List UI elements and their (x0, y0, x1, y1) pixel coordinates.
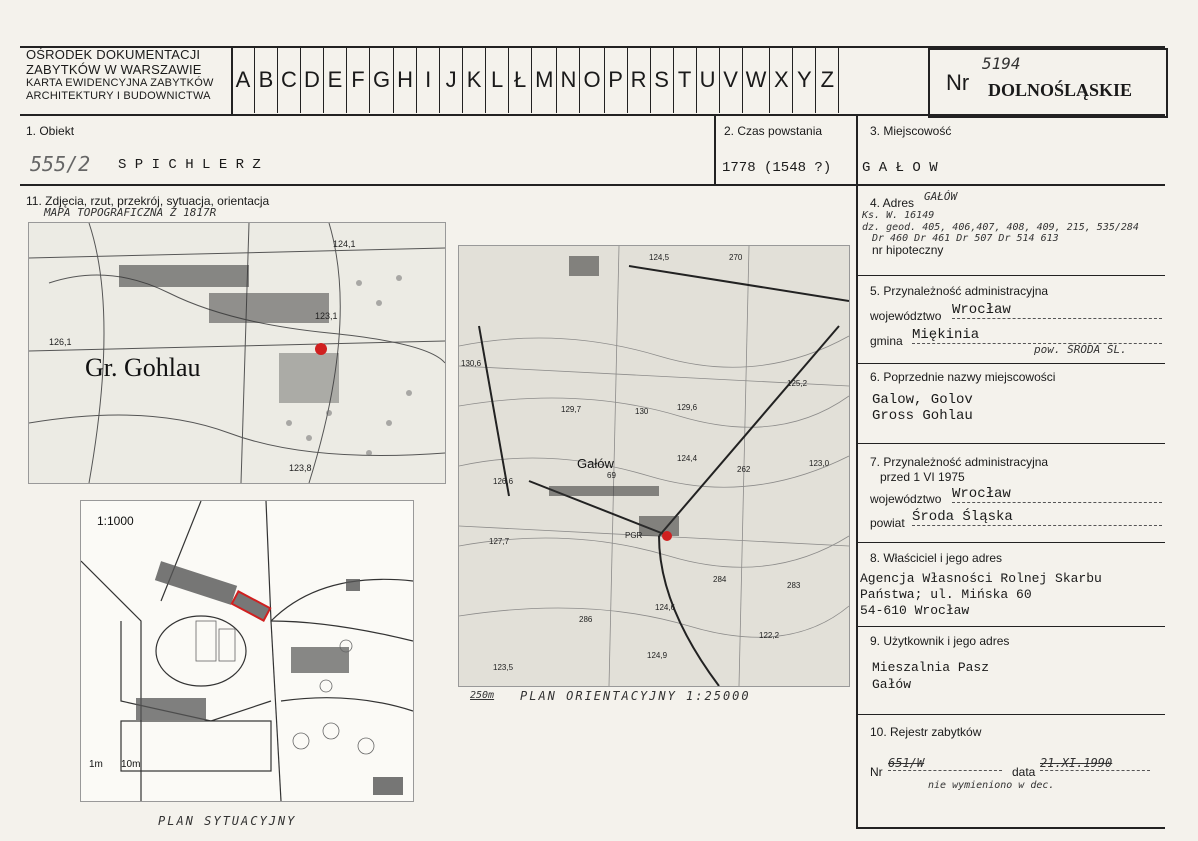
sec10-border (856, 714, 1165, 715)
czas-left-border (714, 114, 716, 185)
adres-hipoteczny-label: nr hipoteczny (872, 243, 944, 257)
orient-label-14: 124,6 (655, 603, 676, 612)
orient-label-5: 130 (635, 407, 649, 416)
orient-label-9: 126,6 (493, 477, 514, 486)
letter-13: M (532, 47, 557, 113)
rejestr-note: nie wymieniono w dec. (928, 780, 1055, 791)
czas-label: 2. Czas powstania (724, 124, 823, 138)
przed1975-woj-value: Wrocław (952, 486, 1162, 503)
topographic-map (28, 222, 446, 484)
institution-line2: ZABYTKÓW W WARSZAWIE (26, 62, 202, 77)
orient-label-19: 124,9 (647, 651, 668, 660)
orient-label-15: 286 (579, 615, 593, 624)
przynaleznosc-gmina-value: Miękinia (912, 327, 1162, 344)
rejestr-data-value: 21.XI.1990 (1040, 756, 1150, 771)
orient-label-17: 122,2 (759, 631, 780, 640)
topo-place-name: Gr. Gohlau (85, 353, 201, 382)
orient-label-4: 129,7 (561, 405, 582, 414)
nr-label: Nr (946, 70, 970, 95)
adres-line1: GAŁÓW (924, 190, 958, 203)
situ-scale-mark-2: 10m (121, 759, 141, 770)
sec9-border (856, 626, 1165, 627)
przed1975-label1: 7. Przynależność administracyjna (870, 455, 1049, 469)
orient-label-11: 127,7 (489, 537, 510, 546)
poprzednie-line2: Gross Gohlau (872, 408, 973, 424)
orient-label-8: 262 (737, 465, 751, 474)
poprzednie-line1: Galow, Golov (872, 392, 973, 408)
situ-caption: PLAN SYTUACYJNY (158, 814, 297, 828)
letter-0: A (232, 47, 255, 113)
obiekt-label: 1. Obiekt (26, 124, 75, 138)
letter-2: C (278, 47, 301, 113)
letter-14: N (557, 47, 580, 113)
orientation-map (458, 245, 850, 687)
topo-label-3: 123,1 (315, 311, 338, 321)
wlasciciel-label: 8. Właściciel i jego adres (870, 551, 1003, 565)
sec6-border (856, 363, 1165, 364)
letter-1: B (255, 47, 278, 113)
przed1975-woj-label: województwo (870, 492, 942, 506)
letter-12: Ł (509, 47, 532, 113)
orient-place-name: Gałów (577, 456, 614, 471)
letter-18: S (651, 47, 674, 113)
nr-number: 5194 (982, 54, 1021, 73)
wlasciciel-line1: Agencja Własności Rolnej Skarbu (860, 571, 1102, 586)
poprzednie-label: 6. Poprzednie nazwy miejscowości (870, 370, 1056, 384)
letter-20: U (697, 47, 720, 113)
letter-15: O (580, 47, 604, 113)
nr-region: DOLNOŚLĄSKIE (988, 80, 1133, 100)
letter-11: L (486, 47, 509, 113)
orient-label-12: PGR (625, 531, 643, 540)
institution-line4: ARCHITEKTURY I BUDOWNICTWA (26, 90, 211, 102)
adres-line2: Ks. W. 16149 (862, 210, 935, 221)
uzytkownik-label: 9. Użytkownik i jego adres (870, 634, 1010, 648)
rejestr-nr-value: 651/W (888, 756, 1002, 771)
situ-scale: 1:1000 (97, 514, 134, 528)
wlasciciel-line2: Państwa; ul. Mińska 60 (860, 587, 1032, 602)
letter-9: J (440, 47, 463, 113)
orient-caption: PLAN ORIENTACYJNY 1:25000 (520, 689, 751, 703)
miejscowosc-value: G A Ł O W (862, 160, 938, 176)
zdjecia-label: 11. Zdjęcia, rzut, przekrój, sytuacja, orientacja (26, 194, 270, 208)
orient-label-16: 283 (787, 581, 801, 590)
orient-label-6: 129,6 (677, 403, 698, 412)
adres-label: 4. Adres (870, 196, 915, 210)
letter-4: E (324, 47, 347, 113)
orient-label-20: 123,0 (809, 459, 830, 468)
uzytkownik-line2: Gałów (872, 677, 912, 692)
orient-label-3: 125,2 (787, 379, 808, 388)
letter-22: W (743, 47, 771, 113)
rejestr-label: 10. Rejestr zabytków (870, 725, 982, 739)
letter-3: D (301, 47, 324, 113)
obiekt-code: 555/2 (30, 152, 91, 176)
row1-bottom-border (20, 184, 1165, 186)
uzytkownik-line1: Mieszalnia Pasz (872, 660, 990, 675)
situ-scale-mark-1: 1m (89, 759, 103, 770)
topo-label-4: 123,8 (289, 463, 312, 473)
letter-7: H (394, 47, 417, 113)
letter-16: P (605, 47, 628, 113)
przynaleznosc-pow-note: pow. ŚRODA ŚL. (1034, 343, 1127, 356)
przynaleznosc-woj-label: województwo (870, 309, 942, 323)
przynaleznosc-label: 5. Przynależność administracyjna (870, 284, 1049, 298)
orient-label-1: 270 (729, 253, 743, 262)
letter-5: F (347, 47, 370, 113)
letter-24: Y (793, 47, 816, 113)
institution-line3: KARTA EWIDENCYJNA ZABYTKÓW (26, 77, 214, 89)
rejestr-nr-label: Nr (870, 765, 883, 779)
letter-17: R (628, 47, 651, 113)
letter-19: T (674, 47, 697, 113)
czas-value: 1778 (1548 ?) (722, 160, 832, 176)
letter-21: V (720, 47, 743, 113)
zdjecia-note: MAPA TOPOGRAFICZNA Z 1817R (44, 206, 217, 219)
adres-line4: Dr 460 Dr 461 Dr 507 Dr 514 613 (872, 233, 1059, 244)
przed1975-pow-value: Środa Śląska (912, 509, 1162, 526)
orient-label-7: 124,4 (677, 454, 698, 463)
letter-10: K (463, 47, 486, 113)
wlasciciel-line3: 54-610 Wrocław (860, 603, 970, 618)
orientation-map-drawing (459, 246, 849, 686)
situation-plan-drawing (81, 501, 413, 801)
topo-label-1: 124,1 (333, 239, 356, 249)
letter-8: I (417, 47, 440, 113)
orient-label-0: 124,5 (649, 253, 670, 262)
sec5-border (856, 275, 1165, 276)
orient-label-13: 284 (713, 575, 727, 584)
bottom-border (856, 827, 1165, 829)
institution-line1: OŚRODEK DOKUMENTACJI (26, 47, 201, 62)
obiekt-value: S P I C H L E R Z (118, 157, 261, 173)
przynaleznosc-gmina-label: gmina (870, 334, 903, 348)
orient-label-2: 130,6 (461, 359, 482, 368)
topographic-map-drawing (29, 223, 445, 483)
przed1975-pow-label: powiat (870, 516, 905, 530)
miejscowosc-label: 3. Miejscowość (870, 124, 952, 138)
letter-25: Z (816, 47, 839, 113)
situation-plan (80, 500, 414, 802)
right-column-border (856, 114, 858, 829)
orient-scale: 250m (470, 690, 495, 701)
institution-header (26, 47, 214, 103)
classification-letters (232, 47, 839, 113)
letter-23: X (770, 47, 793, 113)
przynaleznosc-woj-value: Wrocław (952, 302, 1162, 319)
topo-label-2: 126,1 (49, 337, 72, 347)
sec7-border (856, 443, 1165, 444)
rejestr-data-label: data (1012, 765, 1036, 779)
przed1975-label2: przed 1 VI 1975 (880, 470, 965, 484)
orient-label-18: 123,5 (493, 663, 514, 672)
letter-6: G (370, 47, 394, 113)
sec8-border (856, 542, 1165, 543)
adres-line3: dz. geod. 405, 406,407, 408, 409, 215, 535/284 (862, 222, 1139, 233)
nr-box (928, 48, 1168, 118)
orient-label-10: 69 (607, 471, 616, 480)
